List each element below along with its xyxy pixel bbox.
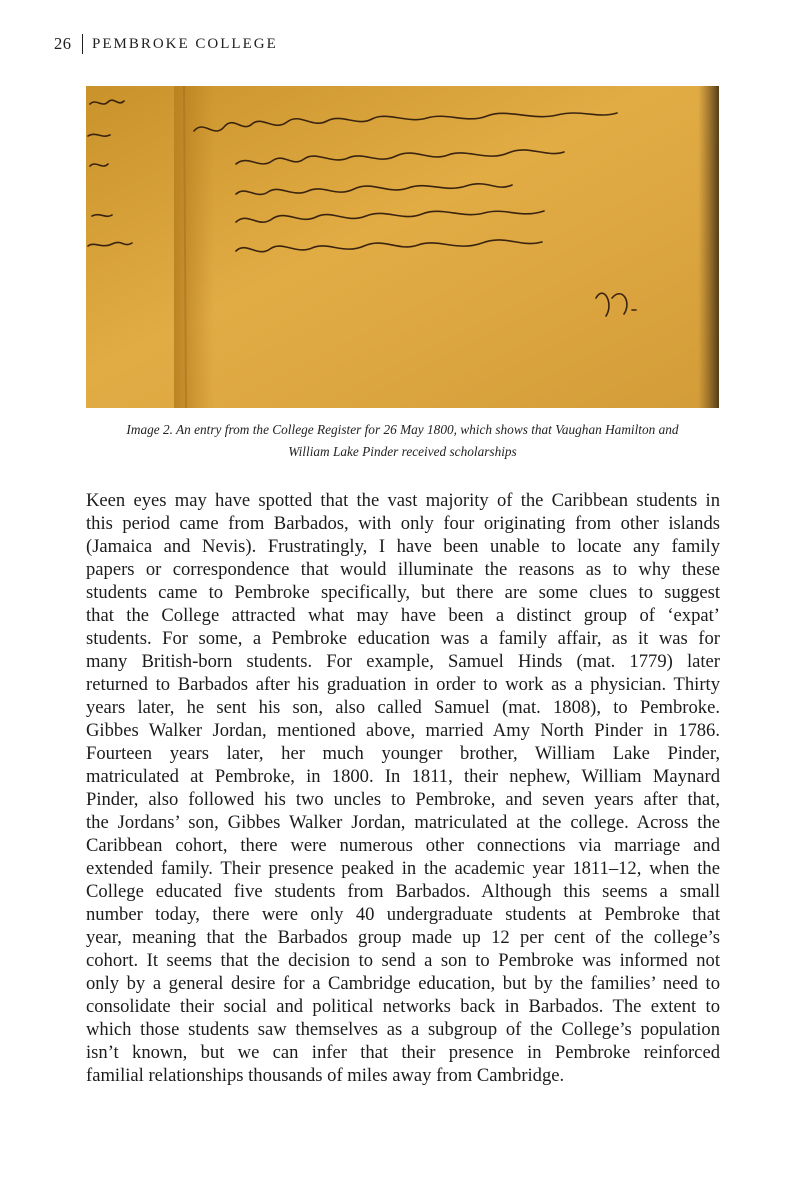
text-line: cohort. It seems that the decision to send a son to Pembroke was informed not (86, 950, 720, 971)
page-number: 26 (54, 34, 72, 53)
text-line: years later, he sent his son, also called Samuel (mat. 1808), to Pembroke. (86, 697, 720, 718)
caption-line: William Lake Pinder received scholarships (288, 444, 517, 459)
text-line: Pinder, also followed his two uncles to Pembroke, and seven years after that, (86, 789, 720, 810)
text-line: year, meaning that the Barbados group made up 12 per cent of the college’s (86, 927, 720, 948)
text-line: which those students saw themselves as a subgroup of the College’s population (86, 1019, 720, 1040)
header-divider (82, 34, 84, 54)
text-line: number today, there were only 40 undergraduate students at Pembroke that (86, 904, 720, 925)
text-line: that the College attracted what may have been a distinct group of ‘expat’ (86, 605, 720, 626)
text-line: papers or correspondence that would illuminate the reasons as to why these (86, 559, 720, 580)
text-line: matriculated at Pembroke, in 1800. In 1811, their nephew, William Maynard (86, 766, 720, 787)
text-line: consolidate their social and political networks back in Barbados. The extent to (86, 996, 720, 1017)
text-line: (Jamaica and Nevis). Frustratingly, I have been unable to locate any family (86, 536, 720, 557)
text-line: students came to Pembroke specifically, but there are some clues to suggest (86, 582, 720, 603)
text-line: this period came from Barbados, with only four originating from other islands (86, 513, 720, 534)
text-line: familial relationships thousands of miles away from Cambridge. (86, 1065, 565, 1086)
text-line: extended family. Their presence peaked in the academic year 1811–12, when the (86, 858, 720, 879)
caption-line: Image 2. An entry from the College Register for 26 May 1800, which shows that Vaughan Hamilton and (126, 422, 679, 437)
text-line: Caribbean cohort, there were numerous other connections via marriage and (86, 835, 720, 856)
body-paragraph (86, 489, 720, 1087)
register-page-image (86, 86, 719, 408)
running-title: PEMBROKE COLLEGE (92, 35, 278, 52)
text-line: Fourteen years later, her much younger brother, William Lake Pinder, (86, 743, 720, 764)
text-line: Gibbes Walker Jordan, mentioned above, married Amy North Pinder in 1786. (86, 720, 720, 741)
running-head (54, 33, 278, 55)
figure-caption (86, 419, 719, 463)
text-line: the Jordans’ son, Gibbes Walker Jordan, matriculated at the college. Across the (86, 812, 720, 833)
register-photograph (86, 86, 719, 408)
text-line: many British-born students. For example, Samuel Hinds (mat. 1779) later (86, 651, 720, 672)
text-line: Keen eyes may have spotted that the vast majority of the Caribbean students in (86, 490, 720, 511)
text-line: isn’t known, but we can infer that their presence in Pembroke reinforced (86, 1042, 720, 1063)
text-line: College educated five students from Barbados. Although this seems a small (86, 881, 720, 902)
text-line: only by a general desire for a Cambridge education, but by the families’ need to (86, 973, 720, 994)
text-line: returned to Barbados after his graduation in order to work as a physician. Thirty (86, 674, 720, 695)
text-line: students. For some, a Pembroke education was a family affair, as it was for (86, 628, 720, 649)
